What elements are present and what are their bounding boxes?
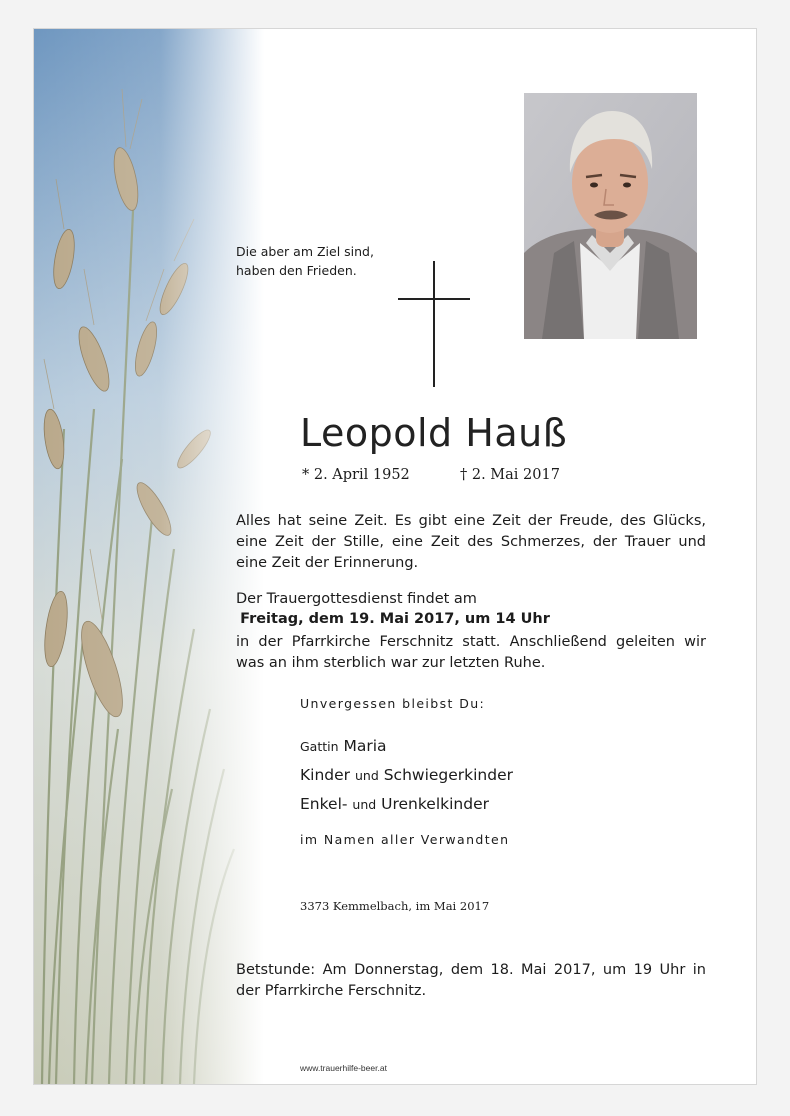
service-datetime: Freitag, dem 19. Mai 2017, um 14 Uhr [240,611,550,627]
mourner-spouse [300,737,387,755]
service-details: in der Pfarrkirche Ferschnitz statt. Anschließend geleiten wir was an ihm sterblich war zur letzten Ruhe. [236,634,706,671]
portrait-photo [524,93,697,339]
deceased-name: Leopold Hauß [300,411,568,455]
children-label: Kinder [300,766,351,784]
wheat-field-image [34,29,264,1084]
spouse-name: Maria [343,737,387,755]
quote-line-1: Die aber am Ziel sind, [236,244,374,259]
mourner-children [300,766,513,784]
service-intro: Der Trauergottesdienst findet am [236,591,477,607]
grandchildren-label: Enkel- [300,795,348,813]
children-conjunction: und [354,768,379,783]
prayer-service-text: Betstunde: Am Donnerstag, dem 18. Mai 2017, um 19 Uhr in der Pfarrkirche Ferschnitz. [236,962,706,999]
intro-text: Alles hat seine Zeit. Es gibt eine Zeit der Freude, des Glücks, eine Zeit der Stille, eine Zeit des Schmerzes, der Trauer und eine Zeit der Erinnerung. [236,513,706,571]
mourners-heading: Unvergessen bleibst Du: [300,696,486,711]
death-date: † 2. Mai 2017 [460,467,560,483]
grandchildren-conjunction: und [352,797,377,812]
bible-quote [236,242,374,280]
spouse-prefix: Gattin [300,739,339,754]
children-in-law-label: Schwiegerkinder [383,766,514,784]
cross-icon [398,261,470,387]
place-date: 3373 Kemmelbach, im Mai 2017 [300,899,490,913]
relatives-line: im Namen aller Verwandten [300,832,510,847]
great-grandchildren-label: Urenkelkinder [381,795,489,813]
quote-line-2: haben den Frieden. [236,263,357,278]
obituary-page [33,28,757,1085]
website-link[interactable]: www.trauerhilfe-beer.at [300,1063,387,1073]
birth-date: * 2. April 1952 [302,467,410,483]
mourner-grandchildren [300,795,489,813]
